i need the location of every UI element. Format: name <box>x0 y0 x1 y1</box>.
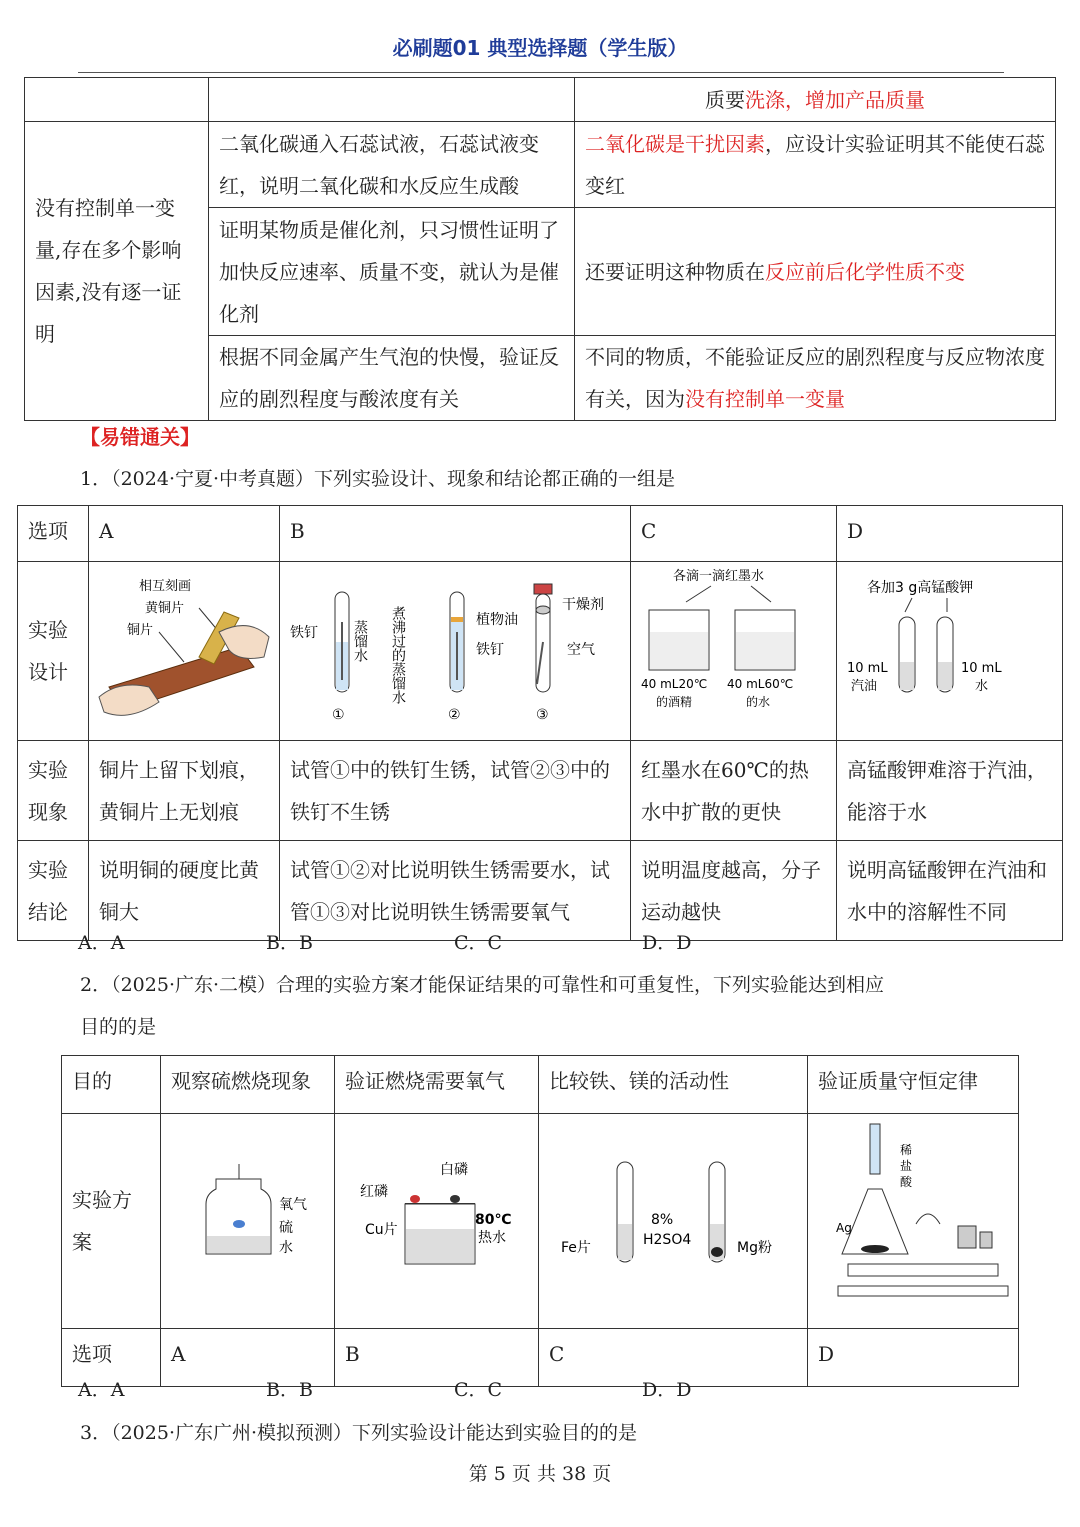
fig-cell-c <box>631 562 837 741</box>
q2-stem-line2: 目的的是 <box>80 1016 157 1038</box>
fig-label: H2SO4 <box>643 1232 692 1248</box>
fig-label: 汽油 <box>851 679 878 694</box>
option-c[interactable]: C．C <box>454 932 503 954</box>
fig-label: 空气 <box>567 642 595 658</box>
q2-table <box>61 1055 1019 1387</box>
fig-sulfur-combustion <box>161 1114 334 1314</box>
fig-label: 白磷 <box>440 1162 468 1178</box>
fig-label: 红磷 <box>360 1184 388 1200</box>
fig-label: 氧气 <box>279 1197 307 1213</box>
option-d[interactable]: D．D <box>642 932 692 954</box>
row-label-concl: 实验结论 <box>18 841 89 941</box>
fig-ink-diffusion <box>631 562 836 726</box>
table-cell: D <box>808 1329 1019 1387</box>
fig-label: 80℃ <box>475 1212 512 1228</box>
fig-label: 的水 <box>746 695 771 709</box>
table-cell: 不同的物质，不能验证反应的剧烈程度与反应物浓度有关，因为没有控制单一变量 <box>575 336 1056 421</box>
fig-cell-a <box>161 1114 335 1329</box>
q2-head: 观察硫燃烧现象 <box>161 1056 335 1114</box>
row0-text-red: 洗涤，增加产品质量 <box>745 87 925 112</box>
fig-label: 蒸馏水 <box>352 620 368 662</box>
fig-phosphorus-combustion <box>335 1114 538 1314</box>
fig-cell-d <box>837 562 1063 741</box>
table-cell: 说明高锰酸钾在汽油和水中的溶解性不同 <box>837 841 1063 941</box>
group-label-cell <box>25 122 209 421</box>
table-cell: 红墨水在60℃的热水中扩散的更快 <box>631 741 837 841</box>
option-a[interactable]: A．A <box>78 932 125 954</box>
table-cell: 说明铜的硬度比黄铜大 <box>89 841 280 941</box>
q1-head: 选项 <box>18 506 89 562</box>
option-b[interactable]: B．B <box>266 1379 313 1401</box>
q1-head: D <box>837 506 1063 562</box>
row-label-phen: 实验现象 <box>18 741 89 841</box>
fig-label: ③ <box>536 707 549 723</box>
fig-label: 干燥剂 <box>562 597 604 613</box>
option-b[interactable]: B．B <box>266 932 313 954</box>
page-footer: 第 5 页 共 38 页 <box>468 1463 612 1485</box>
q1-table <box>17 505 1063 941</box>
fig-label: Mg粉 <box>737 1240 772 1256</box>
table-cell: 二氧化碳通入石蕊试液，石蕊试液变红，说明二氧化碳和水反应生成酸 <box>209 122 575 208</box>
fig-label: 的酒精 <box>656 695 693 709</box>
fig-label: 水 <box>279 1240 293 1256</box>
fig-kmno4-solubility <box>837 562 1062 726</box>
q2-head: 目的 <box>62 1056 161 1114</box>
q3-stem: 3．（2025·广东广州·模拟预测）下列实验设计能达到实验目的的是 <box>80 1422 638 1444</box>
q2-head: 验证质量守恒定律 <box>808 1056 1019 1114</box>
row-label-opt: 选项 <box>62 1329 161 1387</box>
page-header-title: 必刷题01 典型选择题（学生版） <box>392 36 688 60</box>
fig-brass-copper-scratch <box>89 562 279 726</box>
q1-stem: 1．（2024·宁夏·中考真题）下列实验设计、现象和结论都正确的一组是 <box>80 468 676 490</box>
fig-label: 黄铜片 <box>145 601 185 616</box>
q2-head: 比较铁、镁的活动性 <box>539 1056 808 1114</box>
group-label: 没有控制单一变量,存在多个影响因素,没有逐一证明 <box>35 196 182 346</box>
fig-cell-c <box>539 1114 808 1329</box>
fig-label: 10 mL <box>961 661 1002 676</box>
row0-text-a: 质要 <box>705 87 745 112</box>
fig-fe-mg-activity <box>539 1114 807 1314</box>
header-rule <box>78 72 1004 73</box>
fig-label: 植物油 <box>476 612 518 628</box>
table-cell: 二氧化碳是干扰因素，应设计实验证明其不能使石蕊变红 <box>575 122 1056 208</box>
table-cell: B <box>335 1329 539 1387</box>
fig-label: 盐 <box>900 1159 913 1173</box>
q2-stem-line1: 2．（2025·广东·二模）合理的实验方案才能保证结果的可靠性和可重复性，下列实验能达到相应 <box>80 974 885 996</box>
fig-label: 铁钉 <box>476 642 504 658</box>
row-label-design: 实验设计 <box>18 562 89 741</box>
fig-label: 40 mL60℃ <box>727 677 794 691</box>
section-title: 【易错通关】 <box>80 425 200 449</box>
fig-label: 铜片 <box>127 623 154 638</box>
fig-label: 稀 <box>900 1143 913 1157</box>
fig-label: ② <box>448 707 461 723</box>
fig-mass-conservation-balance <box>808 1114 1018 1314</box>
fig-label: 相互刻画 <box>139 579 192 594</box>
table-cell: 铜片上留下划痕，黄铜片上无划痕 <box>89 741 280 841</box>
option-a[interactable]: A．A <box>78 1379 125 1401</box>
q1-head: B <box>280 506 631 562</box>
fig-label: 水 <box>975 679 989 694</box>
fig-cell-d <box>808 1114 1019 1329</box>
fig-label: ① <box>332 707 345 723</box>
fig-iron-rust-tubes <box>280 562 630 726</box>
table-cell: 说明温度越高，分子运动越快 <box>631 841 837 941</box>
option-c[interactable]: C．C <box>454 1379 503 1401</box>
fig-label: 铁钉 <box>290 625 318 641</box>
table-cell: 试管①②对比说明铁生锈需要水，试管①③对比说明铁生锈需要氧气 <box>280 841 631 941</box>
table-cell: 试管①中的铁钉生锈，试管②③中的铁钉不生锈 <box>280 741 631 841</box>
fig-label: 10 mL <box>847 661 888 676</box>
fig-label: 煮沸过的蒸馏水 <box>390 606 406 704</box>
table-cell: 还要证明这种物质在反应前后化学性质不变 <box>575 208 1056 336</box>
fig-label: 酸 <box>900 1175 913 1189</box>
fig-label: Fe片 <box>561 1240 591 1256</box>
row-label-plan: 实验方案 <box>62 1114 161 1329</box>
q1-head: A <box>89 506 280 562</box>
fig-label: Ag <box>836 1221 852 1235</box>
fig-cell-b <box>335 1114 539 1329</box>
fig-cell-b <box>280 562 631 741</box>
q2-head: 验证燃烧需要氧气 <box>335 1056 539 1114</box>
error-analysis-table <box>24 77 1056 421</box>
fig-label: 各加3 g高锰酸钾 <box>867 580 974 596</box>
fig-label: 8% <box>651 1212 674 1228</box>
fig-cell-a <box>89 562 280 741</box>
table-cell: C <box>539 1329 808 1387</box>
fig-label: 硫 <box>279 1220 293 1236</box>
fig-label: Cu片 <box>365 1222 398 1238</box>
q1-head: C <box>631 506 837 562</box>
table-cell: A <box>161 1329 335 1387</box>
table-cell: 高锰酸钾难溶于汽油，能溶于水 <box>837 741 1063 841</box>
fig-label: 各滴一滴红墨水 <box>673 569 765 584</box>
fig-label: 40 mL20℃ <box>641 677 708 691</box>
table-cell: 证明某物质是催化剂，只习惯性证明了加快反应速率、质量不变，就认为是催化剂 <box>209 208 575 336</box>
option-d[interactable]: D．D <box>642 1379 692 1401</box>
table-cell: 根据不同金属产生气泡的快慢，验证反应的剧烈程度与酸浓度有关 <box>209 336 575 421</box>
fig-label: 热水 <box>478 1230 506 1246</box>
